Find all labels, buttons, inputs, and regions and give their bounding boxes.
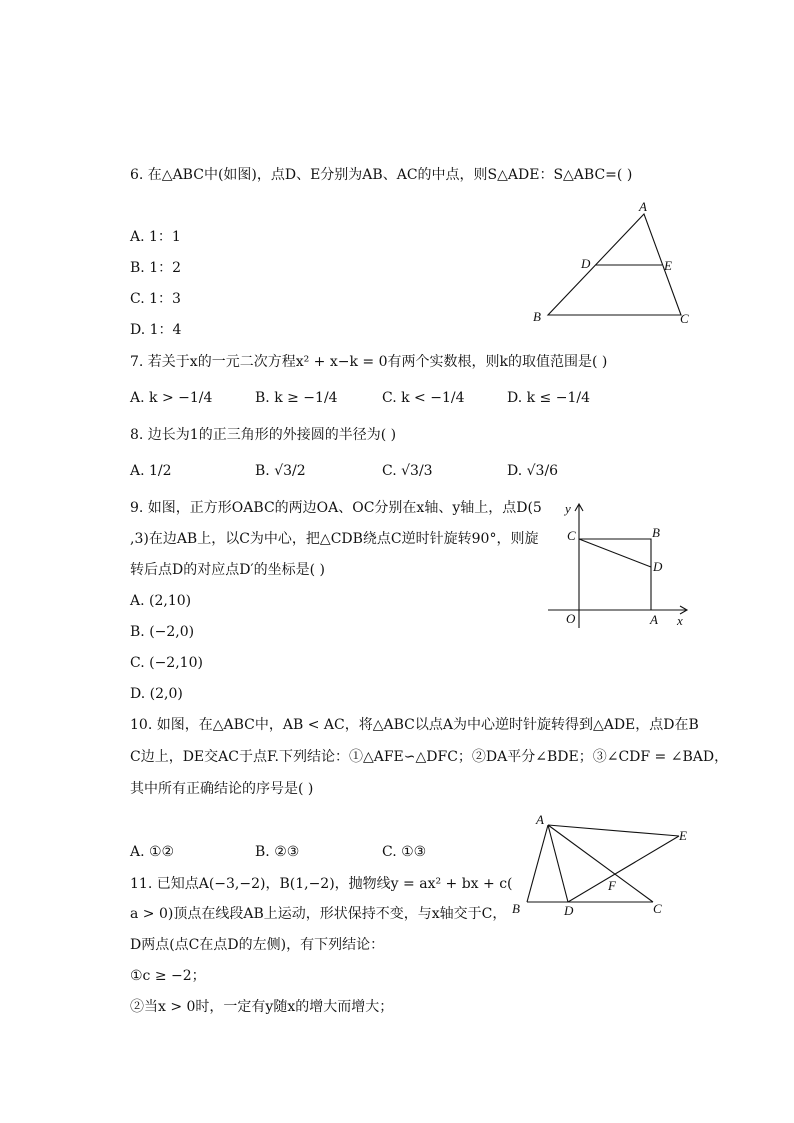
q6-option-b: B. 1：2 bbox=[130, 260, 182, 276]
label-c: C bbox=[653, 901, 662, 916]
square-oabc bbox=[579, 539, 651, 610]
segment-ae bbox=[548, 825, 679, 836]
q7-option-d: D. k ≤ −1/4 bbox=[507, 390, 591, 406]
segment-ab bbox=[527, 825, 548, 902]
q9-stem-line-1: 9. 如图，正方形OABC的两边OA、OC分别在x轴、y轴上，点D(5 bbox=[130, 500, 542, 516]
q9-option-a: A. (2,10) bbox=[130, 593, 192, 609]
label-b: B bbox=[533, 309, 541, 324]
q9-option-c: C. (−2,10) bbox=[130, 655, 203, 671]
q6-stem: 6. 在△ABC中(如图)，点D、E分别为AB、AC的中点，则S△ADE：S△ABC=( ) bbox=[130, 167, 633, 183]
label-a: A bbox=[536, 812, 544, 827]
q10-stem-line-1: 10. 如图，在△ABC中，AB < AC，将△ABC以点A为中心逆时针旋转得到△ADE，点D在B bbox=[130, 717, 699, 733]
q10-stem-line-3: 其中所有正确结论的序号是( ) bbox=[130, 781, 314, 797]
q6-option-c: C. 1：3 bbox=[130, 291, 181, 307]
q7-option-b: B. k ≥ −1/4 bbox=[255, 390, 338, 406]
q7-stem: 7. 若关于x的一元二次方程x² + x−k = 0有两个实数根，则k的取值范围是( ) bbox=[130, 354, 608, 370]
q8-option-a: A. 1/2 bbox=[130, 463, 172, 479]
q8-option-c: C. √3/3 bbox=[382, 463, 433, 479]
q11-conclusion-1: ①c ≥ −2； bbox=[130, 968, 206, 984]
label-c: C bbox=[680, 311, 689, 326]
segment-de bbox=[568, 836, 679, 902]
label-b: B bbox=[652, 525, 660, 540]
label-o: O bbox=[566, 611, 576, 626]
label-c: C bbox=[567, 528, 576, 543]
q10-stem-line-2: C边上，DE交AC于点F.下列结论：①△AFE∽△DFC；②DA平分∠BDE；③∠CDF = ∠BAD， bbox=[130, 749, 729, 765]
label-d: D bbox=[581, 256, 591, 271]
q11-conclusion-2: ②当x > 0时，一定有y随x的增大而增大； bbox=[130, 999, 394, 1015]
q11-stem-line-1: 11. 已知点A(−3,−2)，B(1,−2)，抛物线y = ax² + bx + c( bbox=[130, 876, 513, 892]
q6-option-a: A. 1：1 bbox=[130, 229, 181, 245]
q10-option-a: A. ①② bbox=[130, 844, 175, 860]
segment-ac bbox=[548, 825, 653, 902]
q7-option-c: C. k < −1/4 bbox=[382, 390, 465, 406]
q8-option-d: D. √3/6 bbox=[507, 463, 559, 479]
q6-triangle-figure bbox=[525, 195, 700, 330]
q10-option-c: C. ①③ bbox=[382, 844, 427, 860]
label-a: A bbox=[650, 612, 658, 627]
label-d: D bbox=[564, 903, 574, 918]
segment-ad bbox=[548, 825, 568, 902]
q9-option-d: D. (2,0) bbox=[130, 686, 183, 702]
q9-stem-line-3: 转后点D的对应点D′的坐标是( ) bbox=[130, 562, 326, 578]
label-f: F bbox=[608, 878, 616, 893]
label-d: D bbox=[653, 559, 663, 574]
label-x: x bbox=[677, 613, 683, 628]
label-e: E bbox=[664, 258, 672, 273]
q8-option-b: B. √3/2 bbox=[255, 463, 306, 479]
q8-stem: 8. 边长为1的正三角形的外接圆的半径为( ) bbox=[130, 427, 397, 443]
q7-option-a: A. k > −1/4 bbox=[130, 390, 213, 406]
label-b: B bbox=[512, 901, 520, 916]
q9-stem-line-2: ,3)在边AB上，以C为中心，把△CDB绕点C逆时针旋转90°，则旋 bbox=[130, 531, 539, 547]
label-e: E bbox=[679, 828, 687, 843]
q9-option-b: B. (−2,0) bbox=[130, 624, 195, 640]
q11-stem-line-2: a > 0)顶点在线段AB上运动，形状保持不变，与x轴交于C， bbox=[130, 906, 507, 922]
q11-stem-line-3: D两点(点C在点D的左侧)，有下列结论： bbox=[130, 937, 385, 953]
q9-square-figure bbox=[540, 495, 700, 635]
segment-cd bbox=[579, 539, 651, 567]
q10-rotation-figure bbox=[505, 810, 705, 920]
label-a: A bbox=[639, 199, 647, 214]
q10-option-b: B. ②③ bbox=[255, 844, 300, 860]
q6-option-d: D. 1：4 bbox=[130, 322, 182, 338]
label-y: y bbox=[565, 501, 571, 516]
